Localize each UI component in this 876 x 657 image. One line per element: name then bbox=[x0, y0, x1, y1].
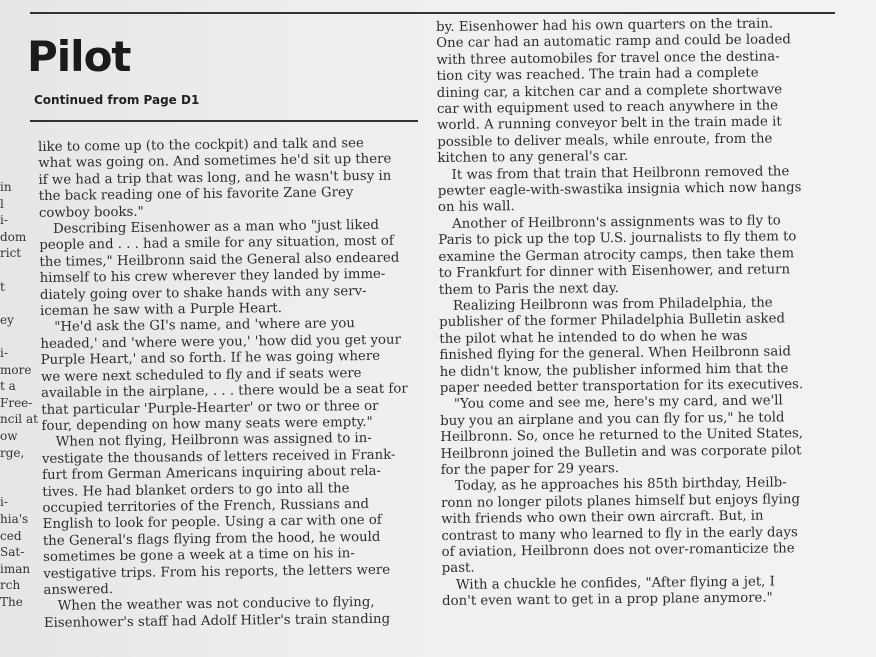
text-line: examine the German atrocity camps, then take them bbox=[438, 245, 795, 265]
text-line: cowboy books." bbox=[38, 204, 144, 221]
text-line: them to Paris the next day. bbox=[438, 280, 619, 298]
text-line: for the paper for 29 years. bbox=[440, 461, 620, 478]
column-fragment: dom bbox=[0, 229, 27, 244]
text-line: four, depending on how many seats were empty." bbox=[41, 414, 373, 434]
column-fragment: t a bbox=[0, 379, 16, 394]
text-line: the General's flags flying from the hood, he would bbox=[42, 529, 381, 549]
text-line: ronn no longer pilots planes himself but enjoys flying bbox=[440, 491, 801, 511]
column-fragment: i- bbox=[0, 213, 8, 228]
continued-line: Continued from Page D1 bbox=[34, 93, 200, 107]
text-line: people and . . . had a smile for any situation, most of bbox=[39, 234, 394, 254]
text-line: When the weather was not conducive to flying, bbox=[57, 595, 375, 615]
text-line: Purple Heart,' and so forth. If he was going where bbox=[40, 349, 381, 369]
text-line: by. Eisenhower had his own quarters on the train. bbox=[436, 16, 774, 35]
text-line: of aviation, Heilbronn does not over-romanticize the bbox=[441, 541, 795, 560]
text-line: available in the airplane, . . . there would be a seat for bbox=[41, 381, 408, 402]
text-line: like to come up (to the cockpit) and talk and see bbox=[38, 136, 364, 155]
text-line: car with equipment used to reach anywhere in the bbox=[436, 98, 779, 118]
column-fragment: t bbox=[0, 279, 5, 294]
text-line: "He'd ask the GI's name, and 'where are you bbox=[54, 316, 356, 336]
text-line: the times," Heilbronn said the General also endeared bbox=[39, 250, 400, 270]
top-rule bbox=[30, 12, 835, 14]
text-line: himself to his crew wherever they landed by imme- bbox=[39, 267, 386, 287]
text-line: answered. bbox=[43, 582, 114, 598]
text-line: with three automobiles for travel once the destina- bbox=[436, 49, 780, 68]
text-line: possible to deliver meals, while enroute, from the bbox=[437, 131, 773, 150]
text-line: if we had a trip that was long, and he wasn't busy in bbox=[38, 168, 392, 188]
column-fragment: ow bbox=[0, 429, 18, 443]
text-line: finished flying for the general. When Heilbronn said bbox=[439, 344, 792, 364]
column-fragment: The bbox=[0, 595, 23, 609]
text-line: world. A running conveyor belt in the train made it bbox=[437, 114, 782, 134]
column-fragment: l bbox=[0, 196, 4, 211]
text-line: iceman he saw with a Purple Heart. bbox=[40, 301, 283, 320]
text-line: diately going over to shake hands with any serv- bbox=[39, 283, 367, 303]
article-column-1 bbox=[38, 135, 426, 632]
text-line: the back reading one of his favorite Zane Grey bbox=[38, 185, 354, 205]
column-fragment: i- bbox=[0, 495, 8, 510]
text-line: publisher of the former Philadelphia Bulletin asked bbox=[439, 311, 786, 331]
column-fragment: rict bbox=[0, 246, 22, 261]
text-line: Heilbronn joined the Bulletin and was corporate pilot bbox=[440, 442, 802, 462]
column-fragment: ncil at bbox=[0, 412, 38, 427]
column-fragment: Sat- bbox=[0, 545, 25, 560]
column-fragment: ced bbox=[0, 528, 22, 543]
text-line: Heilbronn. So, once he returned to the United States, bbox=[440, 426, 804, 446]
column-fragment: in bbox=[0, 180, 12, 194]
column-fragment: Free- bbox=[0, 395, 33, 410]
text-line: contrast to many who learned to fly in the early days bbox=[441, 524, 798, 544]
text-line: With a chuckle he confides, "After flying a jet, I bbox=[455, 574, 775, 593]
text-line: vestigative trips. From his reports, the letters were bbox=[43, 562, 391, 582]
column-fragment: rch bbox=[0, 578, 21, 593]
column-fragment: iman bbox=[0, 561, 31, 576]
text-line: past. bbox=[441, 561, 475, 577]
column-fragment: more bbox=[0, 362, 32, 377]
column-fragment: i- bbox=[0, 346, 8, 360]
text-line: buy you an airplane and you can fly for us," he told bbox=[440, 410, 785, 429]
headline: Pilot bbox=[27, 32, 131, 81]
text-line: Realizing Heilbronn was from Philadelphia, the bbox=[452, 295, 773, 314]
text-line: English to look for people. Using a car with one of bbox=[42, 513, 382, 533]
text-line: paper needed better transportation for its executives. bbox=[439, 377, 804, 396]
text-line: tives. He had blanket orders to go into all the bbox=[42, 480, 350, 500]
text-line: pewter eagle-with-swastika insignia which now hangs bbox=[437, 180, 802, 200]
text-line: headed,' and 'where were you,' 'how did you get your bbox=[40, 332, 402, 352]
text-line: One car had an automatic ramp and could be loaded bbox=[436, 32, 791, 52]
text-line: with friends who own their own aircraft. But, in bbox=[441, 508, 764, 528]
text-line: that particular 'Purple-Hearter' or two or three or bbox=[41, 398, 379, 418]
text-line: furt from German Americans inquiring about rela- bbox=[42, 463, 382, 484]
text-line: Today, as he approaches his 85th birthday, Heilb- bbox=[454, 475, 787, 495]
text-line: When not flying, Heilbronn was assigned to in- bbox=[55, 431, 372, 451]
text-line: what was going on. And sometimes he'd sit up there bbox=[38, 152, 392, 172]
text-line: It was from that train that Heilbronn removed the bbox=[451, 163, 790, 183]
text-line: on his wall. bbox=[437, 199, 515, 216]
column-fragment: rge, bbox=[0, 445, 25, 460]
text-line: don't even want to get in a prop plane anymore." bbox=[442, 590, 773, 610]
text-line: kitchen to any general's car. bbox=[437, 149, 629, 167]
column-fragment: ey bbox=[0, 312, 14, 327]
text-line: the pilot what he intended to do when he was bbox=[439, 328, 748, 347]
text-line: vestigate the thousands of letters received in Frank- bbox=[41, 447, 396, 467]
column-fragment: hia's bbox=[0, 512, 29, 526]
text-line: occupied territories of the French, Russians and bbox=[42, 496, 370, 516]
text-line: sometimes be gone a week at a time on his in- bbox=[43, 546, 355, 566]
text-line: tion city was reached. The train had a complete bbox=[436, 65, 759, 85]
text-line: Eisenhower's staff had Adolf Hitler's train standing bbox=[43, 611, 391, 631]
text-line: Another of Heilbronn's assignments was to fly to bbox=[452, 213, 781, 232]
text-line: dining car, a kitchen car and a complete shortwave bbox=[436, 82, 783, 101]
headline-rule bbox=[30, 120, 418, 122]
text-line: Paris to pick up the top U.S. journalists to fly them to bbox=[438, 229, 797, 249]
text-line: he didn't know, the publisher informed him that the bbox=[439, 360, 789, 380]
article-column-2 bbox=[436, 16, 830, 611]
text-line: we were next scheduled to fly and if seats were bbox=[40, 365, 362, 385]
text-line: to Frankfurt for dinner with Eisenhower, and return bbox=[438, 262, 791, 282]
text-line: Describing Eisenhower as a man who "just liked bbox=[53, 217, 380, 237]
text-line: "You come and see me, here's my card, and we'll bbox=[453, 393, 783, 413]
